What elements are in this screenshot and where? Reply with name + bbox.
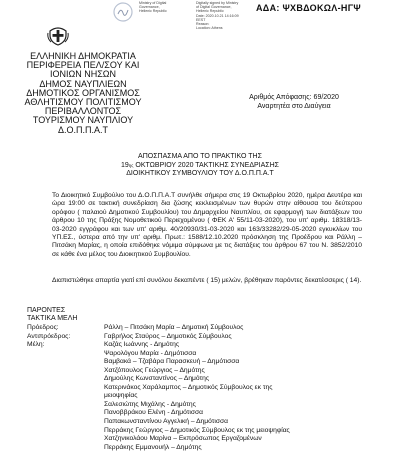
ada-code: ΑΔΑ: ΨΧΒΔΟΚΩΛ-ΗΓΨ (256, 3, 361, 13)
greek-coat-of-arms-icon (47, 24, 69, 46)
member-role: Αντιπρόεδρος: (27, 332, 71, 340)
member-name: Σαλεσιώτης Μιχάλης - Δημότης (104, 400, 196, 408)
signature-detail-line: Location: Athens (196, 26, 223, 31)
member-name: Βαμβακά – Τζαβάρα Παρασκευή – Δημότισσα (104, 358, 240, 366)
header-line: ΠΕΡΙΦΕΡΕΙΑ ΠΕΛ/ΣΟΥ ΚΑΙ (26, 60, 140, 71)
member-role: Μέλη: (27, 341, 45, 349)
signature-detail-line: Date: 2020.10.21 14:16:09 (196, 13, 239, 18)
member-name: Παπακωνσταντίνου Αγγελική – Δημότισσα (104, 418, 229, 426)
title-line-3: ΔΙΟΙΚΗΤΙΚΟΥ ΣΥΜΒΟΥΛΙΟΥ ΤΟΥ Δ.Ο.Π.Π.Α.Τ (126, 170, 274, 178)
member-role: Πρόεδρος: (27, 324, 59, 331)
title-day: 19 (121, 161, 129, 169)
digital-signature-block[interactable] (112, 0, 242, 31)
signature-issuer-line: Ministry of Digital (139, 1, 167, 5)
member-name: Καζάς Ιωάννης - Δημότης (104, 341, 180, 349)
member-name: Περράκης Εμμανουήλ – Δημότης (104, 443, 202, 451)
header-line: ΑΘΛΗΤΙΣΜΟΥ ΠΟΛΙΤΙΣΜΟΥ (24, 97, 142, 108)
signature-issuer-line: Governance, (139, 5, 160, 10)
member-name: Πανοββράκου Ελένη - Δημότισσα (104, 409, 203, 417)
signature-detail-line: Reason: (196, 22, 210, 27)
header-line: Δ.Ο.Π.Π.Α.Τ (57, 124, 108, 135)
header-line: ΔΗΜΟΤΙΚΟΣ ΟΡΓΑΝΙΣΜΟΣ (26, 87, 140, 98)
session-paragraph: Το Διοικητικό Συμβούλιο του Δ.Ο.Π.Π.Α.Τ συνήλθε σήμερα στις 19 Οκτωβρίου 2020, ημέρα Δευτέρα και ώρα 19:00 σε τακτική συνεδρίαση δια ζώσης κεκλεισμένων των θυρών στην αίθουσα του δεύτερου ορόφου ( παλαιού Δημοτικού Συμβουλίου) του Δημαρχείου Ναυπλίου, σε εφαρμογή των διατάξεων του άρθρου 10 της Πράξης Νομοθετικού Περιεχομένου ( ΦΕΚ Α' 55/11-03-2020), του υπ' αριθμ. 18318/13-03-2020 εγγράφου και των υπ' αριθμ. 40/20930/31-03-2020 και 163/33282/29-05-2020 εγκυκλίων του ΥΠ.ΕΣ., ύστερα από την υπ' αριθμ. Πρωτ.: 1588/12.10.2020 πρόσκληση της Προέδρου και Ράλλη – Πιτσάκη Μαρίας, η οποία επιδόθηκε νόμιμα σύμφωνα με τις διατάξεις του άρθρου 67 του Ν. 3852/2010 σε κάθε ένα μέλος του Διοικητικού Συμβουλίου. (52, 192, 362, 258)
header-line: ΕΛΛΗΝΙΚΗ ΔΗΜΟΚΡΑΤΙΑ (30, 51, 136, 61)
decision-number: Αριθμός Απόφασης: 69/2020 (249, 94, 339, 101)
member-name: Ψαρολόγου Μαρία - Δημότισσα (104, 349, 197, 357)
present-heading: ΠΑΡΟΝΤΕΣ (27, 307, 66, 314)
title-line-1: ΑΠΟΣΠΑΣΜΑ ΑΠΟ ΤΟ ΠΡΑΚΤΙΚΟ ΤΗΣ (138, 153, 262, 160)
header-line: ΤΟΥΡΙΣΜΟΥ ΝΑΥΠΛΙΟΥ (32, 115, 134, 126)
quorum-paragraph: Διαπιστώθηκε απαρτία γιατί επί συνόλου δεκαπέντε ( 15) μελών, βρέθηκαν παρόντες δεκατέσσερις ( 14). (52, 277, 362, 284)
title-line-2 (60, 162, 340, 171)
header-line: ΠΕΡΙΒΑΛΛΟΝΤΟΣ (44, 106, 122, 117)
document-title (60, 153, 340, 179)
digital-signature-icon (112, 1, 134, 23)
signature-issuer-line: Hellenic Republic (139, 9, 167, 14)
member-name: μειοψηφίας (104, 392, 138, 400)
member-name: Γαβρήλος Σταύρος – Δημοτικός Σύμβουλος (104, 332, 232, 340)
present-heading-block (27, 307, 77, 324)
decision-meta (239, 93, 349, 111)
posting-note: Αναρτητέα στο Διαύγεια (257, 103, 331, 110)
regular-members-heading: ΤΑΚΤΙΚΑ ΜΕΛΗ (27, 315, 78, 323)
signature-detail-line: of Digital Governance, (196, 5, 232, 10)
member-name: Κατερινάκος Χαράλαμπος – Δημοτικός Σύμβουλος εκ της (104, 383, 273, 391)
header-line: ΔΗΜΟΣ ΝΑΥΠΛΙΕΩΝ (39, 78, 127, 89)
member-name: Χατζηνικολάου Μαρίνα – Εκπρόσωπος Εργαζομένων (104, 435, 262, 443)
header-line: ΙΟΝΙΩΝ ΝΗΣΩΝ (49, 69, 117, 80)
signature-detail-line: Hellenic Republic (196, 9, 224, 14)
signature-details (196, 1, 239, 30)
signature-issuer (139, 1, 167, 14)
signature-detail-line: EEST (196, 17, 206, 22)
member-name: Ράλλη – Πιτσάκη Μαρία – Δημοτική Σύμβουλος (104, 324, 244, 331)
member-name: Δημούλης Κωνσταντίνος – Δημότης (104, 375, 210, 383)
title-day-suffix: ης (128, 162, 134, 168)
member-name: Χατζόπουλος Γεώργιος – Δημότης (104, 366, 205, 374)
member-name: Περράκης Γεώργιος – Δημοτικός Σύμβουλος εκ της μειοψηφίας (104, 426, 290, 434)
issuer-header (18, 52, 148, 135)
signature-detail-line: Digitally signed by Ministry (196, 1, 239, 5)
title-date-rest: ΟΚΤΩΒΡΙΟΥ 2020 ΤΑΚΤΙΚΗΣ ΣΥΝΕΔΡΙΑΣΗΣ (135, 161, 279, 169)
